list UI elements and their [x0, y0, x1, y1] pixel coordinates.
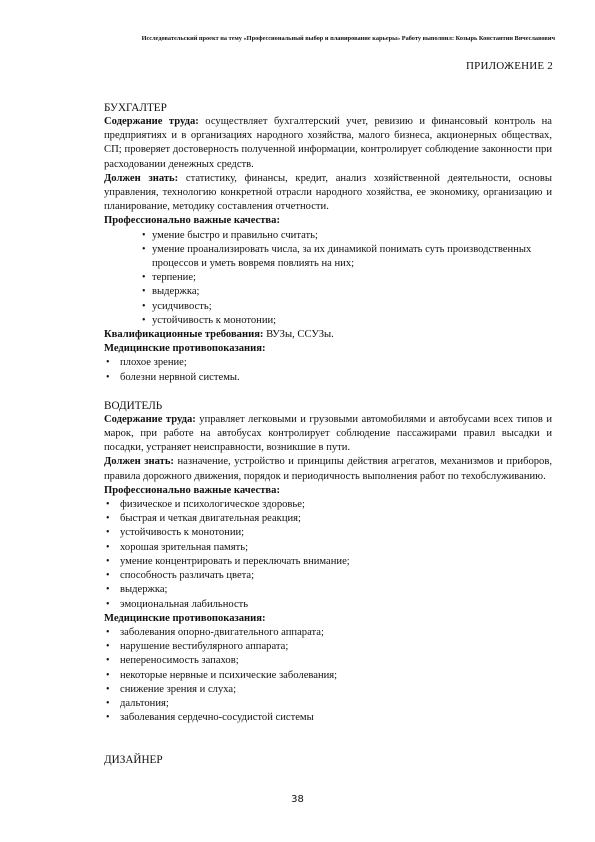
label-qualification: Квалификационные требования:: [104, 329, 264, 341]
driver-qualities-list: [104, 498, 552, 612]
label-content: Содержание труда:: [104, 413, 196, 425]
section-designer: [104, 753, 552, 767]
list-item: • умение быстро и правильно считать;: [104, 229, 552, 243]
job-title-driver: ВОДИТЕЛЬ: [104, 399, 163, 412]
appendix-title: ПРИЛОЖЕНИЕ 2: [466, 60, 553, 72]
driver-content: [104, 413, 552, 456]
section-driver: [104, 399, 552, 725]
list-item: • выдержка;: [104, 285, 552, 299]
accountant-know: [104, 172, 552, 215]
driver-know: [104, 455, 552, 483]
list-item: • заболевания сердечно-сосудистой системы: [104, 711, 552, 725]
driver-contra-heading: Медицинские противопоказания:: [104, 612, 266, 624]
driver-content-text: управляет легковыми и грузовыми автомобилями и автобусами всех типов и марок, при работе на автобусах контролирует соблюдение пассажирами правил высадки и посадки, устраняет неисправности, возникшие в пути.: [104, 413, 552, 454]
list-item: • устойчивость к монотонии;: [104, 314, 552, 328]
list-item: • некоторые нервные и психические заболевания;: [104, 669, 552, 683]
accountant-qualification-text: ВУЗы, ССУЗы.: [263, 329, 334, 341]
list-item: • умение проанализировать числа, за их динамикой понимать суть производственных процессов и уметь вовремя повлиять на них;: [104, 243, 552, 271]
accountant-know-text: статистику, финансы, кредит, анализ хозяйственной деятельности, основы управления, технологию конкретной отрасли народного хозяйства, ее экономику, организацию и планирование, методику составления отчетности.: [104, 172, 552, 213]
list-item: • умение концентрировать и переключать внимание;: [104, 555, 552, 569]
list-item: • снижение зрения и слуха;: [104, 683, 552, 697]
list-item: • усидчивость;: [104, 300, 552, 314]
label-know: Должен знать:: [104, 172, 179, 184]
accountant-content-text: осуществляет бухгалтерский учет, ревизию и финансовый контроль на предприятиях и в организациях народного хозяйства, малого бизнеса, акционерных обществах, СП; проверяет достоверность полученной информации, контролирует соблюдение законности при расходовании денежных средств.: [104, 116, 552, 170]
label-content: Содержание труда:: [104, 116, 199, 127]
accountant-qualities-heading: Профессионально важные качества:: [104, 215, 280, 227]
list-item: • дальтония;: [104, 697, 552, 711]
list-item: • непереносимость запахов;: [104, 654, 552, 668]
list-item: • устойчивость к монотонии;: [104, 526, 552, 540]
list-item: • эмоциональная лабильность: [104, 598, 552, 612]
driver-know-text: назначение, устройство и принципы действия агрегатов, механизмов и приборов, правила дорожного движения, порядок и периодичность выполнения работ по техобслуживанию.: [104, 456, 552, 482]
list-item: • способность различать цвета;: [104, 569, 552, 583]
accountant-qualities-list: [104, 229, 552, 328]
accountant-qualification: [104, 328, 552, 342]
list-item: • плохое зрение;: [104, 356, 552, 370]
list-item: • болезни нервной системы.: [104, 371, 552, 385]
job-title-accountant: БУХГАЛТЕР: [104, 102, 167, 114]
list-item: • физическое и психологическое здоровье;: [104, 498, 552, 512]
list-item: • хорошая зрительная память;: [104, 541, 552, 555]
accountant-contra-wrap: [0, 356, 552, 384]
accountant-content: [104, 115, 552, 172]
list-item: • выдержка;: [104, 583, 552, 597]
driver-qualities-heading: Профессионально важные качества:: [104, 484, 280, 496]
job-title-designer: ДИЗАЙНЕР: [104, 754, 163, 767]
driver-contra-list: [104, 626, 552, 725]
list-item: • терпение;: [104, 271, 552, 285]
accountant-contra-list: [104, 356, 552, 384]
accountant-contra-heading: Медицинские противопоказания:: [104, 343, 266, 355]
list-item: • быстрая и четкая двигательная реакция;: [104, 512, 552, 526]
list-item: • заболевания опорно-двигательного аппарата;: [104, 626, 552, 640]
page-number: 38: [291, 794, 304, 805]
driver-qualities-wrap: [0, 498, 552, 612]
label-know: Должен знать:: [104, 456, 174, 468]
section-accountant: [104, 101, 552, 385]
running-header: Исследовательский проект на тему «Профессиональный выбор и планирование карьеры» Работу выполнил: Козырь Константин Вячеславович: [141, 35, 555, 42]
list-item: • нарушение вестибулярного аппарата;: [104, 640, 552, 654]
document-body: [104, 101, 552, 767]
driver-contra-wrap: [0, 626, 552, 725]
